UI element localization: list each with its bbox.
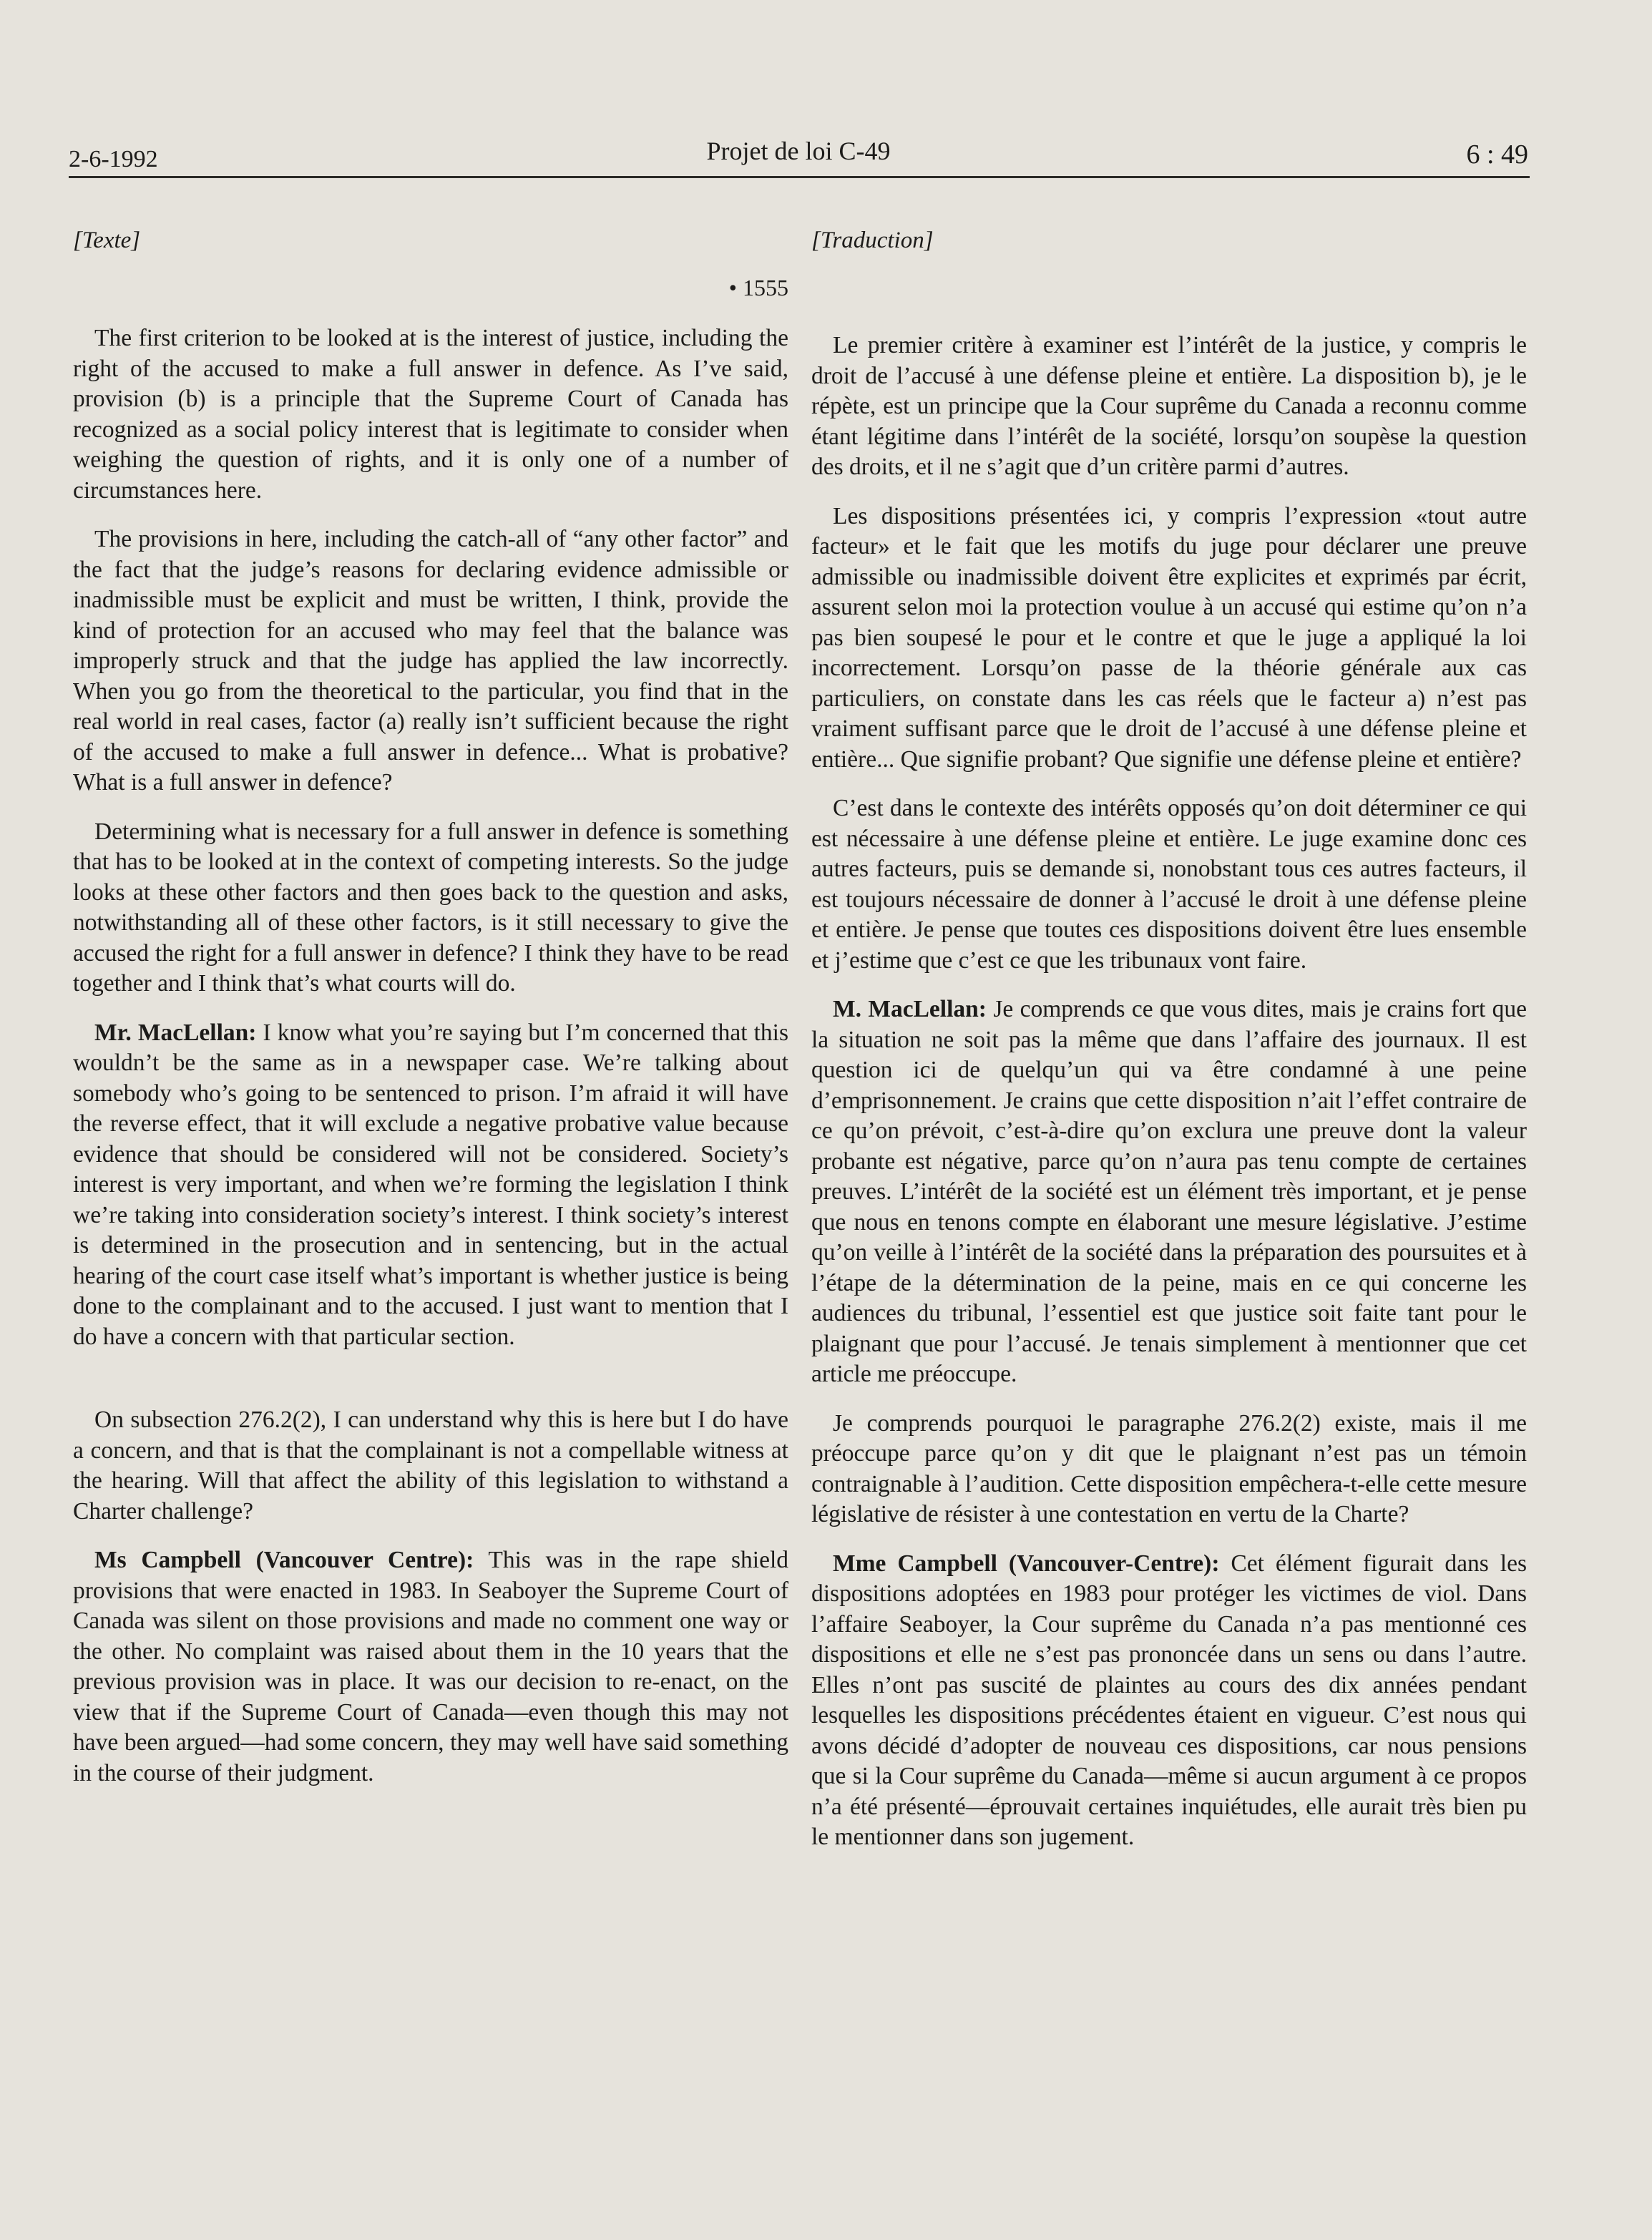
header-page-number: 6 : 49: [1466, 140, 1528, 170]
fr-paragraph-3: C’est dans le contexte des intérêts opposés qu’on doit déterminer ce qui est nécessaire à une défense pleine et entière. Le juge examine donc ces autres facteurs, puis se demande si, nonobstant tous ces autres facteurs, il est toujours nécessaire de donner à l’accusé le droit à une défense pleine et entière. Je pense que toutes ces dispositions doivent être lues ensemble et j’estime que c’est ce que les tribunaux vont faire.: [811, 795, 1527, 974]
fr-paragraph-2: Les dispositions présentées ici, y compris l’expression «tout autre facteur» et le fait que les motifs du juge pour déclarer une preuve admissible ou inadmissible doivent être explicites et exprimés par écrit, assurent selon moi la protection voulue à un accusé qui estime qu’on n’a pas bien soupesé le pour et le contre et que le juge a appliqué la loi incorrectement. Lorsqu’on passe de la théorie générale aux cas particuliers, on constate dans les cas réels que le facteur a) n’est pas vraiment suffisant parce que le droit de l’accusé à une défense pleine et entière... Que signifie probant? Que signifie une défense pleine et entière?: [811, 502, 1527, 773]
text-label: [Texte]: [73, 228, 141, 253]
header-date: 2-6-1992: [69, 146, 158, 172]
paragraph-gap: [73, 1371, 788, 1405]
speaker-name: Ms Campbell (Vancouver Centre):: [94, 1547, 474, 1573]
en-paragraph-4: [73, 1018, 788, 1353]
en-paragraph-3: Determining what is necessary for a full answer in defence is something that has to be looked at in the context of competing interests. So the judge looks at these other factors and then goes back to the question and asks, notwithstanding all of these other factors, is it still necessary to give the accused the right for a full answer in defence? I think they have to be read together and I think that’s what courts will do.: [73, 818, 788, 997]
fr-paragraph-1: Le premier critère à examiner est l’intérêt de la justice, y compris le droit de l’accusé à une défense pleine et entière. La disposition b), je le répète, est un principe que la Cour suprême du Canada a reconnu comme étant légitime dans l’intérêt de la société, lorsqu’on soupèse la question des droits, et il ne s’agit que d’un critère parmi d’autres.: [811, 332, 1527, 480]
speech-text: Je comprends ce que vous dites, mais je crains fort que la situation ne soit pas la même que dans l’affaire des journaux. Il est question ici de quelqu’un qui va être condamné à une peine d’emprisonnement. Je crains que cette disposition n’ait l’effet contraire de ce qu’on prévoit, c’est-à-dire qu’on exclura une preuve dont la valeur probante est négative, parce qu’on n’aura pas tenu compte de certaines preuves. L’intérêt de la société est un élément très important, et je pense que nous en tenons compte en élaborant une mesure législative. J’estime qu’on veille à l’intérêt de la société dans la préparation des poursuites et à l’étape de la détermination de la peine, mais en ce qui concerne les audiences du tribunal, l’essentiel est que justice soit faite tant pour le plaignant que pour l’accusé. Je tenais simplement à mentionner que cet article me préoccupe.: [811, 996, 1527, 1387]
speaker-name: Mme Campbell (Vancouver-Centre):: [833, 1550, 1220, 1577]
text-label-word: Texte: [82, 228, 132, 253]
french-column: [811, 222, 1527, 1872]
page-header: [69, 129, 1528, 172]
en-paragraph-6: [73, 1545, 788, 1789]
translation-label: [Traduction]: [811, 228, 934, 253]
speech-text: Cet élément figurait dans les dispositions adoptées en 1983 pour protéger les victimes de viol. Dans l’affaire Seaboyer, la Cour suprême du Canada n’a pas mentionné ces dispositions et elle ne s’est pas prononcée dans un sens ou dans l’autre. Elles n’ont pas suscité de plaintes au cours des dix années pendant lesquelles les dispositions précédentes étaient en vigueur. C’est nous qui avons décidé d’adopter de nouveau ces dispositions, car nous pensions que si la Cour suprême du Canada—même si aucun argument à ce propos n’a été présenté—éprouvait certaines inquiétudes, elle aurait très bien pu le mentionner dans son jugement.: [811, 1550, 1527, 1850]
speech-text: I know what you’re saying but I’m concerned that this wouldn’t be the same as in a newspaper case. We’re talking about somebody who’s going to be sentenced to prison. I’m afraid it will have the reverse effect, that it will exclude a negative probative value because evidence that should be considered will not be considered. Society’s interest is very important, and when we’re forming the legislation I think we’re taking into consideration society’s interest. I think society’s interest is determined in the prosecution and in sentencing, but in the actual hearing of the court case itself what’s important is whether justice is being done to the complainant and to the accused. I just want to mention that I do have a concern with that particular section.: [73, 1019, 789, 1350]
en-paragraph-2: The provisions in here, including the catch-all of “any other factor” and the fact that the judge’s reasons for declaring evidence admissible or inadmissible must be explicit and must be written, I think, provide the kind of protection for an accused who may feel that the balance was improperly struck and that the judge has applied the law incorrectly. When you go from the theoretical to the particular, you find that in the real world in real cases, factor (a) really isn’t sufficient because the right of the accused to make a full answer in defence... What is probative? What is a full answer in defence?: [73, 526, 788, 796]
fr-paragraph-4: [811, 994, 1527, 1390]
header-rule: [69, 176, 1530, 178]
speech-text: This was in the rape shield provisions that were enacted in 1983. In Seaboyer the Supreme Court of Canada was silent on those provisions and made no comment one way or the other. No complaint was raised about them in the 10 years that the previous provision was in place. It was our decision to re-enact, on the view that if the Supreme Court of Canada—even though this may not have been argued—had some concern, they may well have said something in the course of their judgment.: [73, 1547, 788, 1786]
header-title: Projet de loi C-49: [706, 137, 891, 165]
fr-paragraph-5: Je comprends pourquoi le paragraphe 276.2(2) existe, mais il me préoccupe parce qu’on y dit que le plaignant n’est pas un témoin contraignable à l’audition. Cette disposition empêchera-t-elle cette mesure législative de résister à une contestation en vertu de la Charte?: [811, 1409, 1527, 1527]
translation-label-word: Traduction: [820, 228, 924, 253]
time-marker: • 1555: [728, 275, 788, 300]
en-paragraph-1: The first criterion to be looked at is the interest of justice, including the right of the accused to make a full answer in defence. As I’ve said, provision (b) is a principle that the Supreme Court of Canada has recognized as a social policy interest that is legitimate to consider when weighing the question of rights, and it is only one of a number of circumstances here.: [73, 325, 788, 504]
english-column: [73, 222, 788, 1807]
en-paragraph-5: On subsection 276.2(2), I can understand why this is here but I do have a concern, and that is that the complainant is not a compellable witness at the hearing. Will that affect the ability of this legislation to withstand a Charter challenge?: [73, 1407, 788, 1525]
speaker-name: M. MacLellan:: [833, 996, 987, 1022]
speaker-name: Mr. MacLellan:: [94, 1019, 257, 1046]
fr-paragraph-6: [811, 1549, 1527, 1853]
